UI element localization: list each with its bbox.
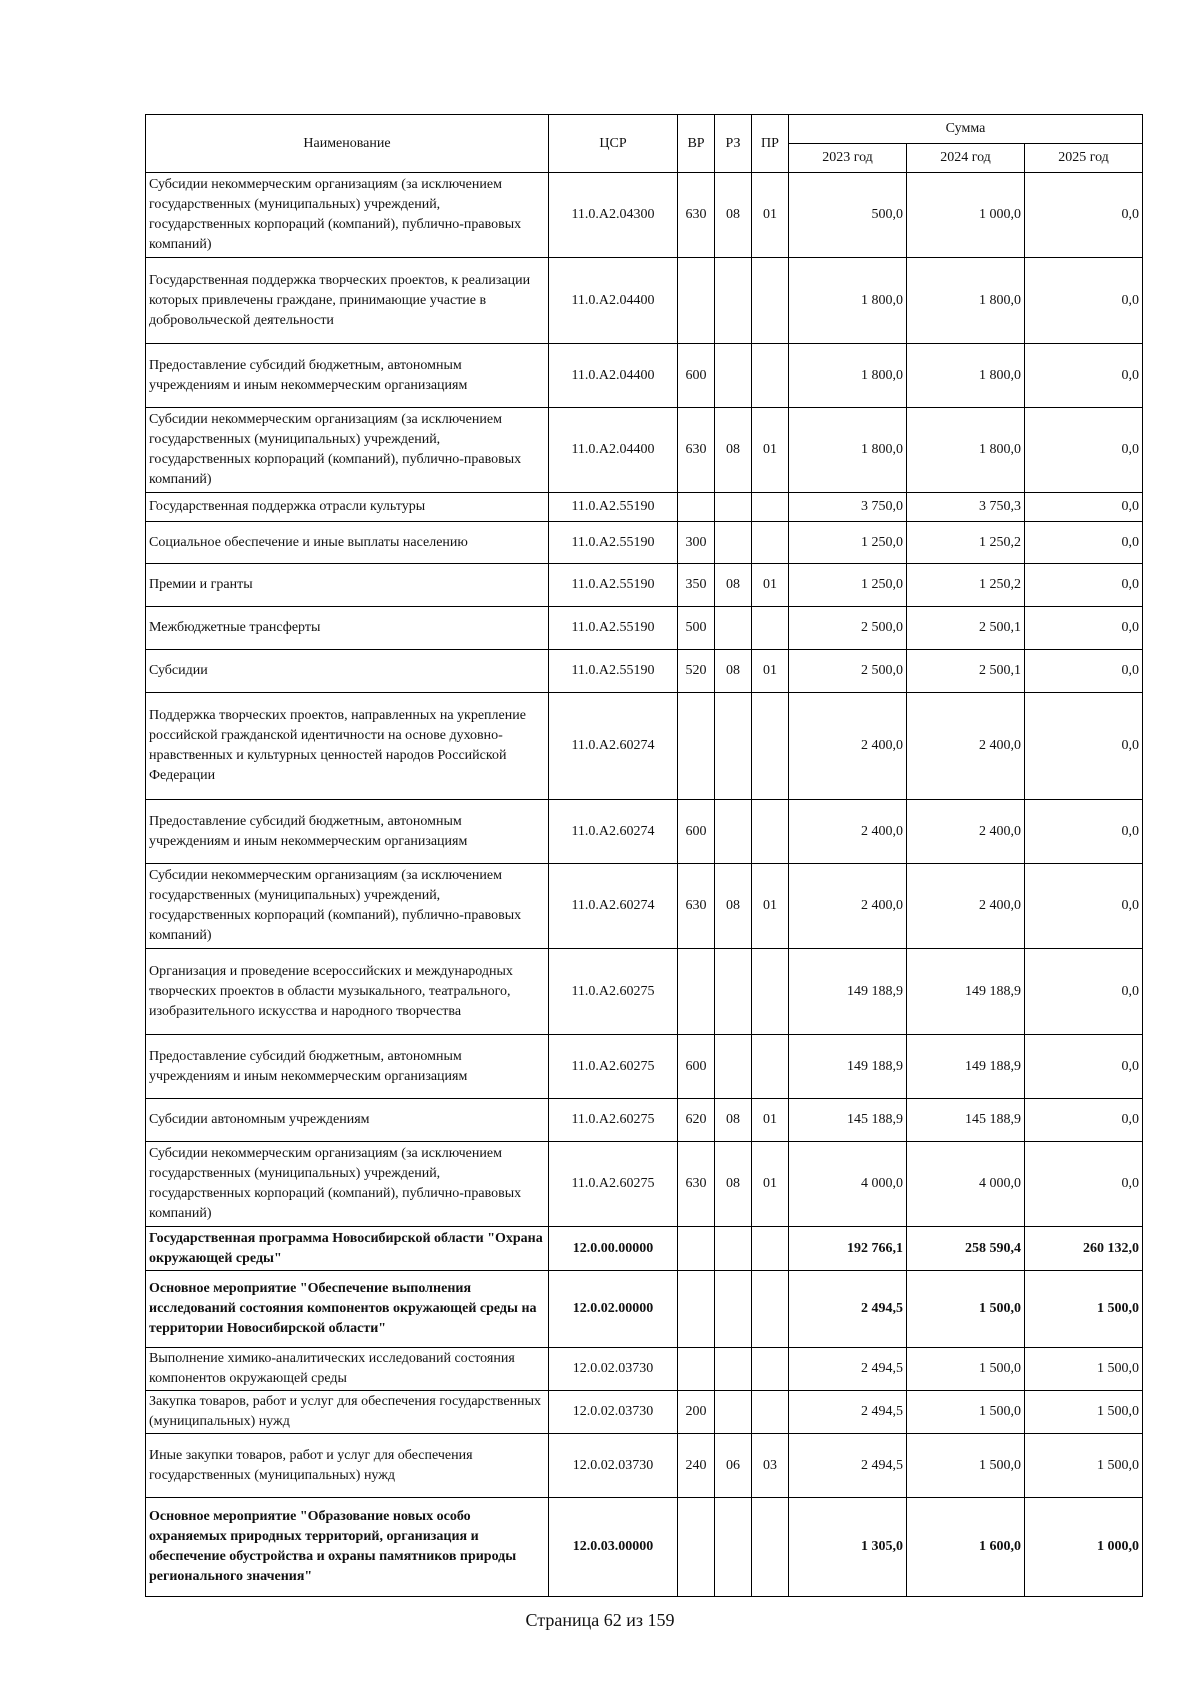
cell-2025: 0,0 [1025,607,1143,650]
cell-vr [678,1227,715,1271]
cell-2023: 1 250,0 [789,564,907,607]
cell-name: Субсидии некоммерческим организациям (за исключением государственных (муниципальных) учреждений, государственных корпораций (компаний), публично-правовых компаний) [146,1142,549,1227]
cell-rz [715,1391,752,1434]
cell-rz [715,1498,752,1597]
cell-pr [752,493,789,522]
cell-2025: 0,0 [1025,408,1143,493]
cell-pr: 01 [752,1099,789,1142]
cell-name: Государственная поддержка отрасли культуры [146,493,549,522]
cell-vr [678,693,715,800]
cell-name: Основное мероприятие "Образование новых особо охраняемых природных территорий, организация и обеспечение обустройства и охраны памятников природы регионального значения" [146,1498,549,1597]
cell-pr [752,949,789,1035]
cell-2025: 0,0 [1025,693,1143,800]
cell-csr: 11.0.А2.60275 [549,949,678,1035]
cell-csr: 11.0.А2.55190 [549,564,678,607]
table-row [146,408,1143,493]
cell-2025: 1 500,0 [1025,1434,1143,1498]
cell-rz [715,800,752,864]
cell-2024: 1 800,0 [907,344,1025,408]
cell-csr: 11.0.А2.04400 [549,344,678,408]
cell-pr: 01 [752,408,789,493]
table-row [146,522,1143,564]
table-row [146,1099,1143,1142]
header-name: Наименование [146,115,549,173]
cell-vr: 600 [678,344,715,408]
table-row [146,1498,1143,1597]
cell-pr [752,522,789,564]
cell-csr: 12.0.00.00000 [549,1227,678,1271]
cell-name: Субсидии [146,650,549,693]
table-row [146,1391,1143,1434]
cell-2023: 2 400,0 [789,864,907,949]
cell-2024: 4 000,0 [907,1142,1025,1227]
cell-pr [752,1271,789,1348]
cell-2024: 1 500,0 [907,1348,1025,1391]
cell-vr: 600 [678,800,715,864]
cell-vr: 630 [678,173,715,258]
cell-2023: 2 494,5 [789,1434,907,1498]
document-page [145,114,1142,1597]
cell-2023: 2 500,0 [789,650,907,693]
table-row [146,1035,1143,1099]
cell-rz: 06 [715,1434,752,1498]
cell-2024: 1 600,0 [907,1498,1025,1597]
cell-rz: 08 [715,864,752,949]
header-year-2023: 2023 год [789,144,907,173]
cell-rz [715,693,752,800]
cell-vr: 620 [678,1099,715,1142]
cell-2023: 4 000,0 [789,1142,907,1227]
cell-name: Основное мероприятие "Обеспечение выполнения исследований состояния компонентов окружающей среды на территории Новосибирской области" [146,1271,549,1348]
cell-pr: 01 [752,173,789,258]
cell-2023: 1 305,0 [789,1498,907,1597]
header-sum: Сумма [789,115,1143,144]
cell-2024: 2 400,0 [907,693,1025,800]
cell-2025: 1 500,0 [1025,1391,1143,1434]
table-row [146,1271,1143,1348]
cell-vr [678,949,715,1035]
cell-2023: 1 250,0 [789,522,907,564]
cell-name: Предоставление субсидий бюджетным, автономным учреждениям и иным некоммерческим организациям [146,344,549,408]
cell-2025: 0,0 [1025,258,1143,344]
cell-2025: 0,0 [1025,864,1143,949]
cell-2024: 1 250,2 [907,522,1025,564]
cell-name: Межбюджетные трансферты [146,607,549,650]
table-row [146,693,1143,800]
cell-2024: 3 750,3 [907,493,1025,522]
cell-rz: 08 [715,1142,752,1227]
cell-2023: 2 400,0 [789,693,907,800]
table-row [146,344,1143,408]
cell-2025: 0,0 [1025,949,1143,1035]
cell-rz [715,344,752,408]
cell-pr [752,258,789,344]
cell-name: Организация и проведение всероссийских и международных творческих проектов в области музыкального, театрального, изобразительного искусства и народного творчества [146,949,549,1035]
cell-2023: 3 750,0 [789,493,907,522]
table-header [146,115,1143,173]
cell-vr: 630 [678,1142,715,1227]
cell-vr [678,1271,715,1348]
cell-rz [715,607,752,650]
cell-csr: 11.0.А2.55190 [549,607,678,650]
cell-2025: 0,0 [1025,1035,1143,1099]
cell-csr: 11.0.А2.04300 [549,173,678,258]
cell-csr: 11.0.А2.60274 [549,864,678,949]
table-row [146,949,1143,1035]
table-row [146,1348,1143,1391]
cell-2023: 2 494,5 [789,1391,907,1434]
cell-vr: 300 [678,522,715,564]
cell-rz [715,522,752,564]
cell-csr: 11.0.А2.60275 [549,1099,678,1142]
cell-csr: 11.0.А2.04400 [549,258,678,344]
cell-rz [715,1227,752,1271]
cell-name: Субсидии некоммерческим организациям (за исключением государственных (муниципальных) учреждений, государственных корпораций (компаний), публично-правовых компаний) [146,864,549,949]
cell-pr [752,1227,789,1271]
cell-2023: 1 800,0 [789,408,907,493]
cell-rz: 08 [715,650,752,693]
cell-2023: 1 800,0 [789,344,907,408]
cell-2024: 2 500,1 [907,607,1025,650]
cell-2024: 145 188,9 [907,1099,1025,1142]
table-row [146,564,1143,607]
cell-2023: 149 188,9 [789,1035,907,1099]
cell-2023: 2 400,0 [789,800,907,864]
table-row [146,800,1143,864]
cell-csr: 12.0.02.03730 [549,1391,678,1434]
cell-vr: 500 [678,607,715,650]
cell-rz [715,949,752,1035]
cell-pr [752,1498,789,1597]
cell-csr: 11.0.А2.55190 [549,522,678,564]
cell-name: Государственная поддержка творческих проектов, к реализации которых привлечены граждане, принимающие участие в добровольческой деятельности [146,258,549,344]
cell-vr: 520 [678,650,715,693]
cell-rz: 08 [715,408,752,493]
cell-2024: 1 500,0 [907,1391,1025,1434]
cell-2024: 149 188,9 [907,1035,1025,1099]
cell-rz [715,1035,752,1099]
table-row [146,1142,1143,1227]
cell-2025: 1 500,0 [1025,1271,1143,1348]
cell-2025: 0,0 [1025,564,1143,607]
cell-pr: 01 [752,1142,789,1227]
cell-vr [678,1498,715,1597]
table-row [146,1434,1143,1498]
cell-vr: 200 [678,1391,715,1434]
cell-2025: 1 500,0 [1025,1348,1143,1391]
header-vr: ВР [678,115,715,173]
cell-2023: 192 766,1 [789,1227,907,1271]
table-row [146,650,1143,693]
table-body [146,173,1143,1597]
page-number: Страница 62 из 159 [525,1610,675,1630]
table-row [146,607,1143,650]
cell-2025: 260 132,0 [1025,1227,1143,1271]
cell-2025: 0,0 [1025,344,1143,408]
cell-name: Иные закупки товаров, работ и услуг для обеспечения государственных (муниципальных) нужд [146,1434,549,1498]
cell-pr [752,693,789,800]
cell-csr: 12.0.03.00000 [549,1498,678,1597]
cell-pr [752,800,789,864]
cell-rz: 08 [715,173,752,258]
cell-pr [752,344,789,408]
cell-name: Поддержка творческих проектов, направленных на укрепление российской гражданской идентичности на основе духовно-нравственных и культурных ценностей народов Российской Федерации [146,693,549,800]
cell-rz: 08 [715,1099,752,1142]
cell-2023: 2 494,5 [789,1348,907,1391]
cell-2023: 145 188,9 [789,1099,907,1142]
cell-2023: 2 500,0 [789,607,907,650]
cell-csr: 11.0.А2.60274 [549,693,678,800]
cell-vr: 240 [678,1434,715,1498]
cell-vr: 630 [678,864,715,949]
cell-pr: 01 [752,564,789,607]
header-year-2025: 2025 год [1025,144,1143,173]
cell-csr: 12.0.02.03730 [549,1348,678,1391]
cell-2025: 0,0 [1025,173,1143,258]
table-row [146,864,1143,949]
cell-csr: 11.0.А2.55190 [549,493,678,522]
cell-rz [715,258,752,344]
cell-2024: 1 800,0 [907,258,1025,344]
cell-2025: 1 000,0 [1025,1498,1143,1597]
cell-name: Закупка товаров, работ и услуг для обеспечения государственных (муниципальных) нужд [146,1391,549,1434]
cell-pr [752,607,789,650]
cell-2024: 1 000,0 [907,173,1025,258]
cell-name: Предоставление субсидий бюджетным, автономным учреждениям и иным некоммерческим организациям [146,1035,549,1099]
cell-vr: 630 [678,408,715,493]
cell-2024: 2 500,1 [907,650,1025,693]
cell-rz: 08 [715,564,752,607]
cell-2025: 0,0 [1025,1099,1143,1142]
cell-name: Субсидии некоммерческим организациям (за исключением государственных (муниципальных) учреждений, государственных корпораций (компаний), публично-правовых компаний) [146,408,549,493]
cell-2023: 2 494,5 [789,1271,907,1348]
cell-pr [752,1035,789,1099]
cell-name: Социальное обеспечение и иные выплаты населению [146,522,549,564]
cell-2024: 1 500,0 [907,1434,1025,1498]
cell-name: Государственная программа Новосибирской области "Охрана окружающей среды" [146,1227,549,1271]
cell-2024: 2 400,0 [907,864,1025,949]
cell-pr [752,1348,789,1391]
cell-pr [752,1391,789,1434]
table-row [146,173,1143,258]
cell-vr: 350 [678,564,715,607]
cell-name: Субсидии некоммерческим организациям (за исключением государственных (муниципальных) учреждений, государственных корпораций (компаний), публично-правовых компаний) [146,173,549,258]
cell-vr: 600 [678,1035,715,1099]
cell-rz [715,1271,752,1348]
cell-csr: 11.0.А2.60274 [549,800,678,864]
cell-rz [715,493,752,522]
cell-2025: 0,0 [1025,650,1143,693]
budget-table [145,114,1143,1597]
cell-2024: 1 800,0 [907,408,1025,493]
cell-2024: 1 250,2 [907,564,1025,607]
cell-2024: 149 188,9 [907,949,1025,1035]
cell-name: Выполнение химико-аналитических исследований состояния компонентов окружающей среды [146,1348,549,1391]
header-csr: ЦСР [549,115,678,173]
cell-name: Субсидии автономным учреждениям [146,1099,549,1142]
header-pr: ПР [752,115,789,173]
cell-csr: 12.0.02.00000 [549,1271,678,1348]
cell-name: Премии и гранты [146,564,549,607]
header-rz: РЗ [715,115,752,173]
cell-2024: 2 400,0 [907,800,1025,864]
cell-2024: 1 500,0 [907,1271,1025,1348]
cell-pr: 03 [752,1434,789,1498]
cell-csr: 11.0.А2.55190 [549,650,678,693]
table-row [146,1227,1143,1271]
cell-vr [678,493,715,522]
cell-vr [678,258,715,344]
cell-csr: 11.0.А2.04400 [549,408,678,493]
cell-2025: 0,0 [1025,522,1143,564]
cell-csr: 12.0.02.03730 [549,1434,678,1498]
cell-2024: 258 590,4 [907,1227,1025,1271]
cell-csr: 11.0.А2.60275 [549,1142,678,1227]
cell-2025: 0,0 [1025,800,1143,864]
cell-pr: 01 [752,650,789,693]
cell-2023: 149 188,9 [789,949,907,1035]
cell-name: Предоставление субсидий бюджетным, автономным учреждениям и иным некоммерческим организациям [146,800,549,864]
cell-2025: 0,0 [1025,1142,1143,1227]
cell-vr [678,1348,715,1391]
cell-csr: 11.0.А2.60275 [549,1035,678,1099]
cell-rz [715,1348,752,1391]
table-row [146,258,1143,344]
cell-2025: 0,0 [1025,493,1143,522]
cell-2023: 1 800,0 [789,258,907,344]
table-row [146,493,1143,522]
cell-pr: 01 [752,864,789,949]
header-year-2024: 2024 год [907,144,1025,173]
cell-2023: 500,0 [789,173,907,258]
